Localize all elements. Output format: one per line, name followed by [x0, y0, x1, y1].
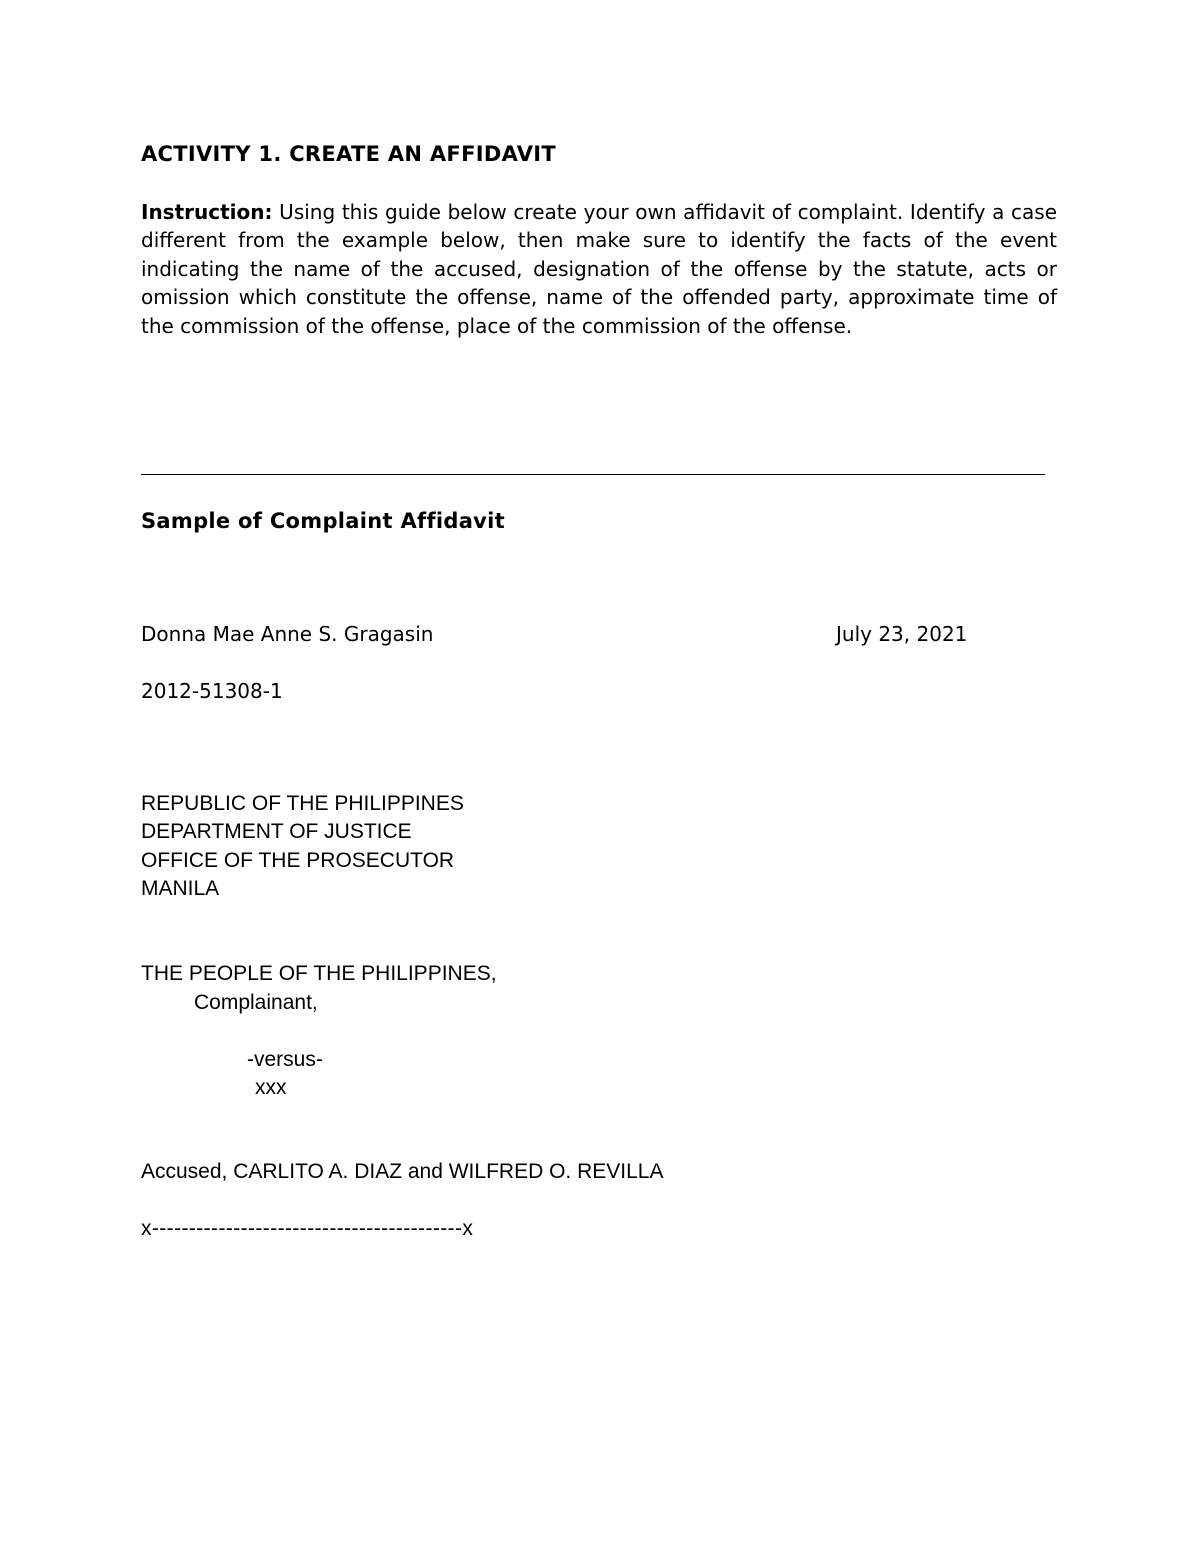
caption-divider: x------------------------------------------x — [141, 1217, 474, 1240]
caption-versus: -versus- — [247, 1048, 323, 1071]
caption-plaintiff: THE PEOPLE OF THE PHILIPPINES, — [141, 962, 497, 985]
instruction-paragraph — [141, 198, 1057, 340]
office-line-republic: REPUBLIC OF THE PHILIPPINES — [141, 792, 464, 815]
caption-accused: Accused, CARLITO A. DIAZ and WILFRED O. REVILLA — [141, 1160, 664, 1183]
horizontal-divider — [141, 474, 1045, 475]
student-number: 2012-51308-1 — [141, 679, 283, 703]
office-line-department: DEPARTMENT OF JUSTICE — [141, 820, 412, 843]
caption-case-number: xxx — [255, 1076, 287, 1099]
office-line-prosecutor: OFFICE OF THE PROSECUTOR — [141, 849, 455, 872]
author-date: July 23, 2021 — [836, 622, 968, 646]
caption-plaintiff-role: Complainant, — [194, 991, 318, 1014]
sample-heading: Sample of Complaint Affidavit — [141, 509, 506, 533]
author-name: Donna Mae Anne S. Gragasin — [141, 622, 434, 646]
instruction-label: Instruction: — [141, 200, 273, 224]
activity-title: ACTIVITY 1. CREATE AN AFFIDAVIT — [141, 142, 556, 166]
office-line-city: MANILA — [141, 877, 220, 900]
instruction-text: Using this guide below create your own affidavit of complaint. Identify a case different from the example below, then make sure to identify the facts of the event indicating the name of the accused, designation of the offense by the statute, acts or omission which constitute the offense, name of the offended party, approximate time of the commission of the offense, place of the commission of the offense. — [141, 200, 1057, 338]
